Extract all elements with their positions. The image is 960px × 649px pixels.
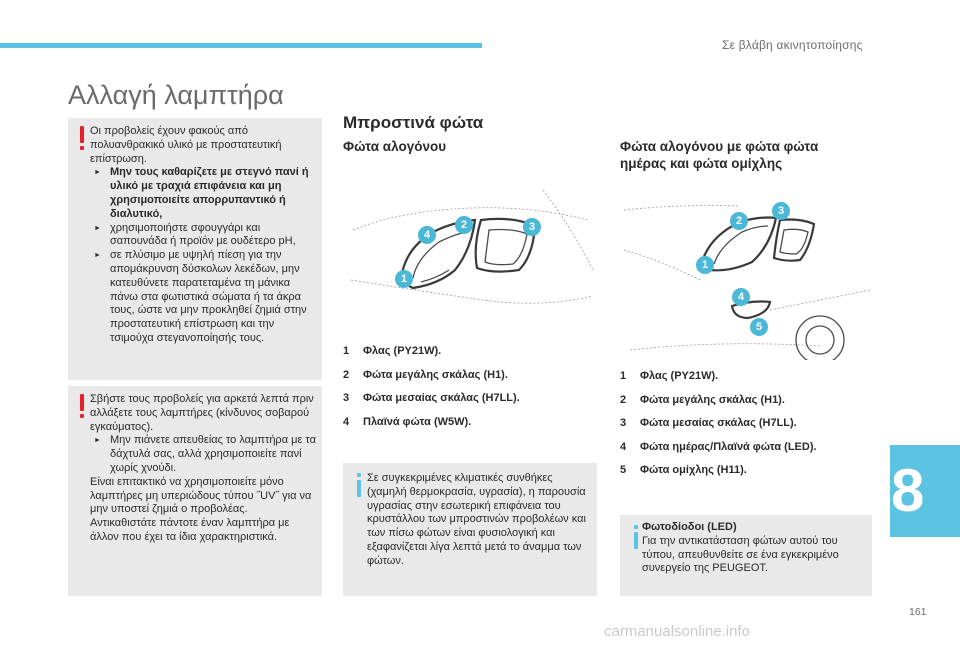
list-item: 1 Φλας (PY21W). <box>620 370 719 382</box>
warning-item: ► σε πλύσιμο με υψηλή πίεση για την απομάκρυνση δύσκολων λεκέδων, μην κατευθύνετε παρατεταμένα τη μάνικα πάνω στα φωτιστικά σώματα ή τα άκρα τους, ώστε να μην προκληθεί ζημιά στην προστατευτική επίστρωση και την τσιμούχα στεγανοποίησής τους. <box>90 249 316 346</box>
list-item: 3 Φώτα μεσαίας σκάλας (H7LL). <box>620 417 797 429</box>
info-box-condensation <box>343 463 597 596</box>
warning-outro: Είναι επιτακτικό να χρησιμοποιείτε μόνο λαμπτήρες μη υπεριώδους τύπου ˝UV˝ για να μην υποστεί ζημιά ο προβολέας. Αντικαθιστάτε πάντοτε έναν λαμπτήρα με άλλον που έχει τα ίδια χαρακτηριστικά. <box>90 475 312 543</box>
drl-fog-headlamp-illustration <box>620 190 872 360</box>
halogen-lights-title: Φώτα αλογόνου <box>343 139 447 154</box>
list-item: 3 Φώτα μεσαίας σκάλας (H7LL). <box>343 392 520 404</box>
drl-bulb-list <box>620 370 817 488</box>
list-item: 4 Πλαϊνά φώτα (W5W). <box>343 415 472 428</box>
warning-icon <box>80 126 84 150</box>
callout-1: 1 <box>696 256 714 274</box>
warning-box-lens-care <box>68 118 322 380</box>
list-item: 2 Φώτα μεγάλης σκάλας (H1). <box>620 393 785 406</box>
warning-item: ► Μην τους καθαρίζετε με στεγνό πανί ή υλικό με τραχιά επιφάνεια και μη χρησιμοποιείτε απορρυπαντικό ή διαλυτικό, <box>90 166 316 221</box>
warning-intro: Σβήστε τους προβολείς για αρκετά λεπτά πριν αλλάξετε τους λαμπτήρες (κίνδυνος σοβαρού εγκαύματος). <box>90 393 314 433</box>
list-item: 4 Φώτα ημέρας/Πλαϊνά φώτα (LED). <box>620 440 817 453</box>
callout-1: 1 <box>395 270 413 288</box>
warning-item: ► χρησιμοποιήστε σφουγγάρι και σαπουνάδα ή προϊόν με ουδέτερο pH, <box>90 222 316 250</box>
warning-box-bulb-handling <box>68 386 322 596</box>
callout-3: 3 <box>523 218 541 236</box>
info-text: Σε συγκεκριμένες κλιματικές συνθήκες (χαμηλή θερμοκρασία, υγρασία), η παρουσία υγρασίας στην εσωτερική επιφάνεια του κρυστάλλου των μπροστινών προβολέων και των πίσω φώτων είναι φυσιολογική και εξαφανίζεται λίγα λεπτά μετά το άναμμα των φώτων. <box>367 472 586 567</box>
warning-intro: Οι προβολείς έχουν φακούς από πολυανθρακικό υλικό με προστατευτική επίστρωση. <box>90 125 282 165</box>
callout-3: 3 <box>772 202 790 220</box>
callout-4: 4 <box>418 226 436 244</box>
warning-item: ► Μην πιάνετε απευθείας το λαμπτήρα με τα δάχτυλά σας, αλλά χρησιμοποιείτε πανί χωρίς χνούδι. <box>90 434 316 475</box>
callout-2: 2 <box>455 216 473 234</box>
drl-fog-lights-title: Φώτα αλογόνου με φώτα φώτα ημέρας και φώτα ομίχλης <box>620 139 819 171</box>
info-icon <box>634 525 638 549</box>
watermark: carmanualsonline.info <box>604 623 750 640</box>
callout-5: 5 <box>750 318 768 336</box>
list-item: 2 Φώτα μεγάλης σκάλας (H1). <box>343 368 508 381</box>
info-box-led <box>620 515 872 596</box>
halogen-headlamp-illustration <box>343 170 597 330</box>
section-title: Σε βλάβη ακινητοποίησης <box>722 38 863 52</box>
list-item: 5 Φώτα ομίχλης (H11). <box>620 464 747 476</box>
chapter-number: 8 <box>891 457 925 524</box>
halogen-bulb-list <box>343 345 520 439</box>
led-text: Για την αντικατάσταση φώτων αυτού του τύπου, απευθυνθείτε σε ένα εγκεκριμένο συνεργείο της PEUGEOT. <box>642 534 839 575</box>
page-title: Αλλαγή λαμπτήρα <box>68 80 284 110</box>
info-icon <box>357 473 361 497</box>
led-title: Φωτοδίοδοι (LED) <box>642 521 737 533</box>
list-item: 1 Φλας (PY21W). <box>343 345 442 357</box>
warning-icon <box>80 394 84 418</box>
callout-4: 4 <box>732 288 750 306</box>
page-number: 161 <box>909 606 927 618</box>
header-accent-bar <box>0 43 482 48</box>
callout-2: 2 <box>730 212 748 230</box>
front-lights-heading: Μπροστινά φώτα <box>343 113 484 132</box>
